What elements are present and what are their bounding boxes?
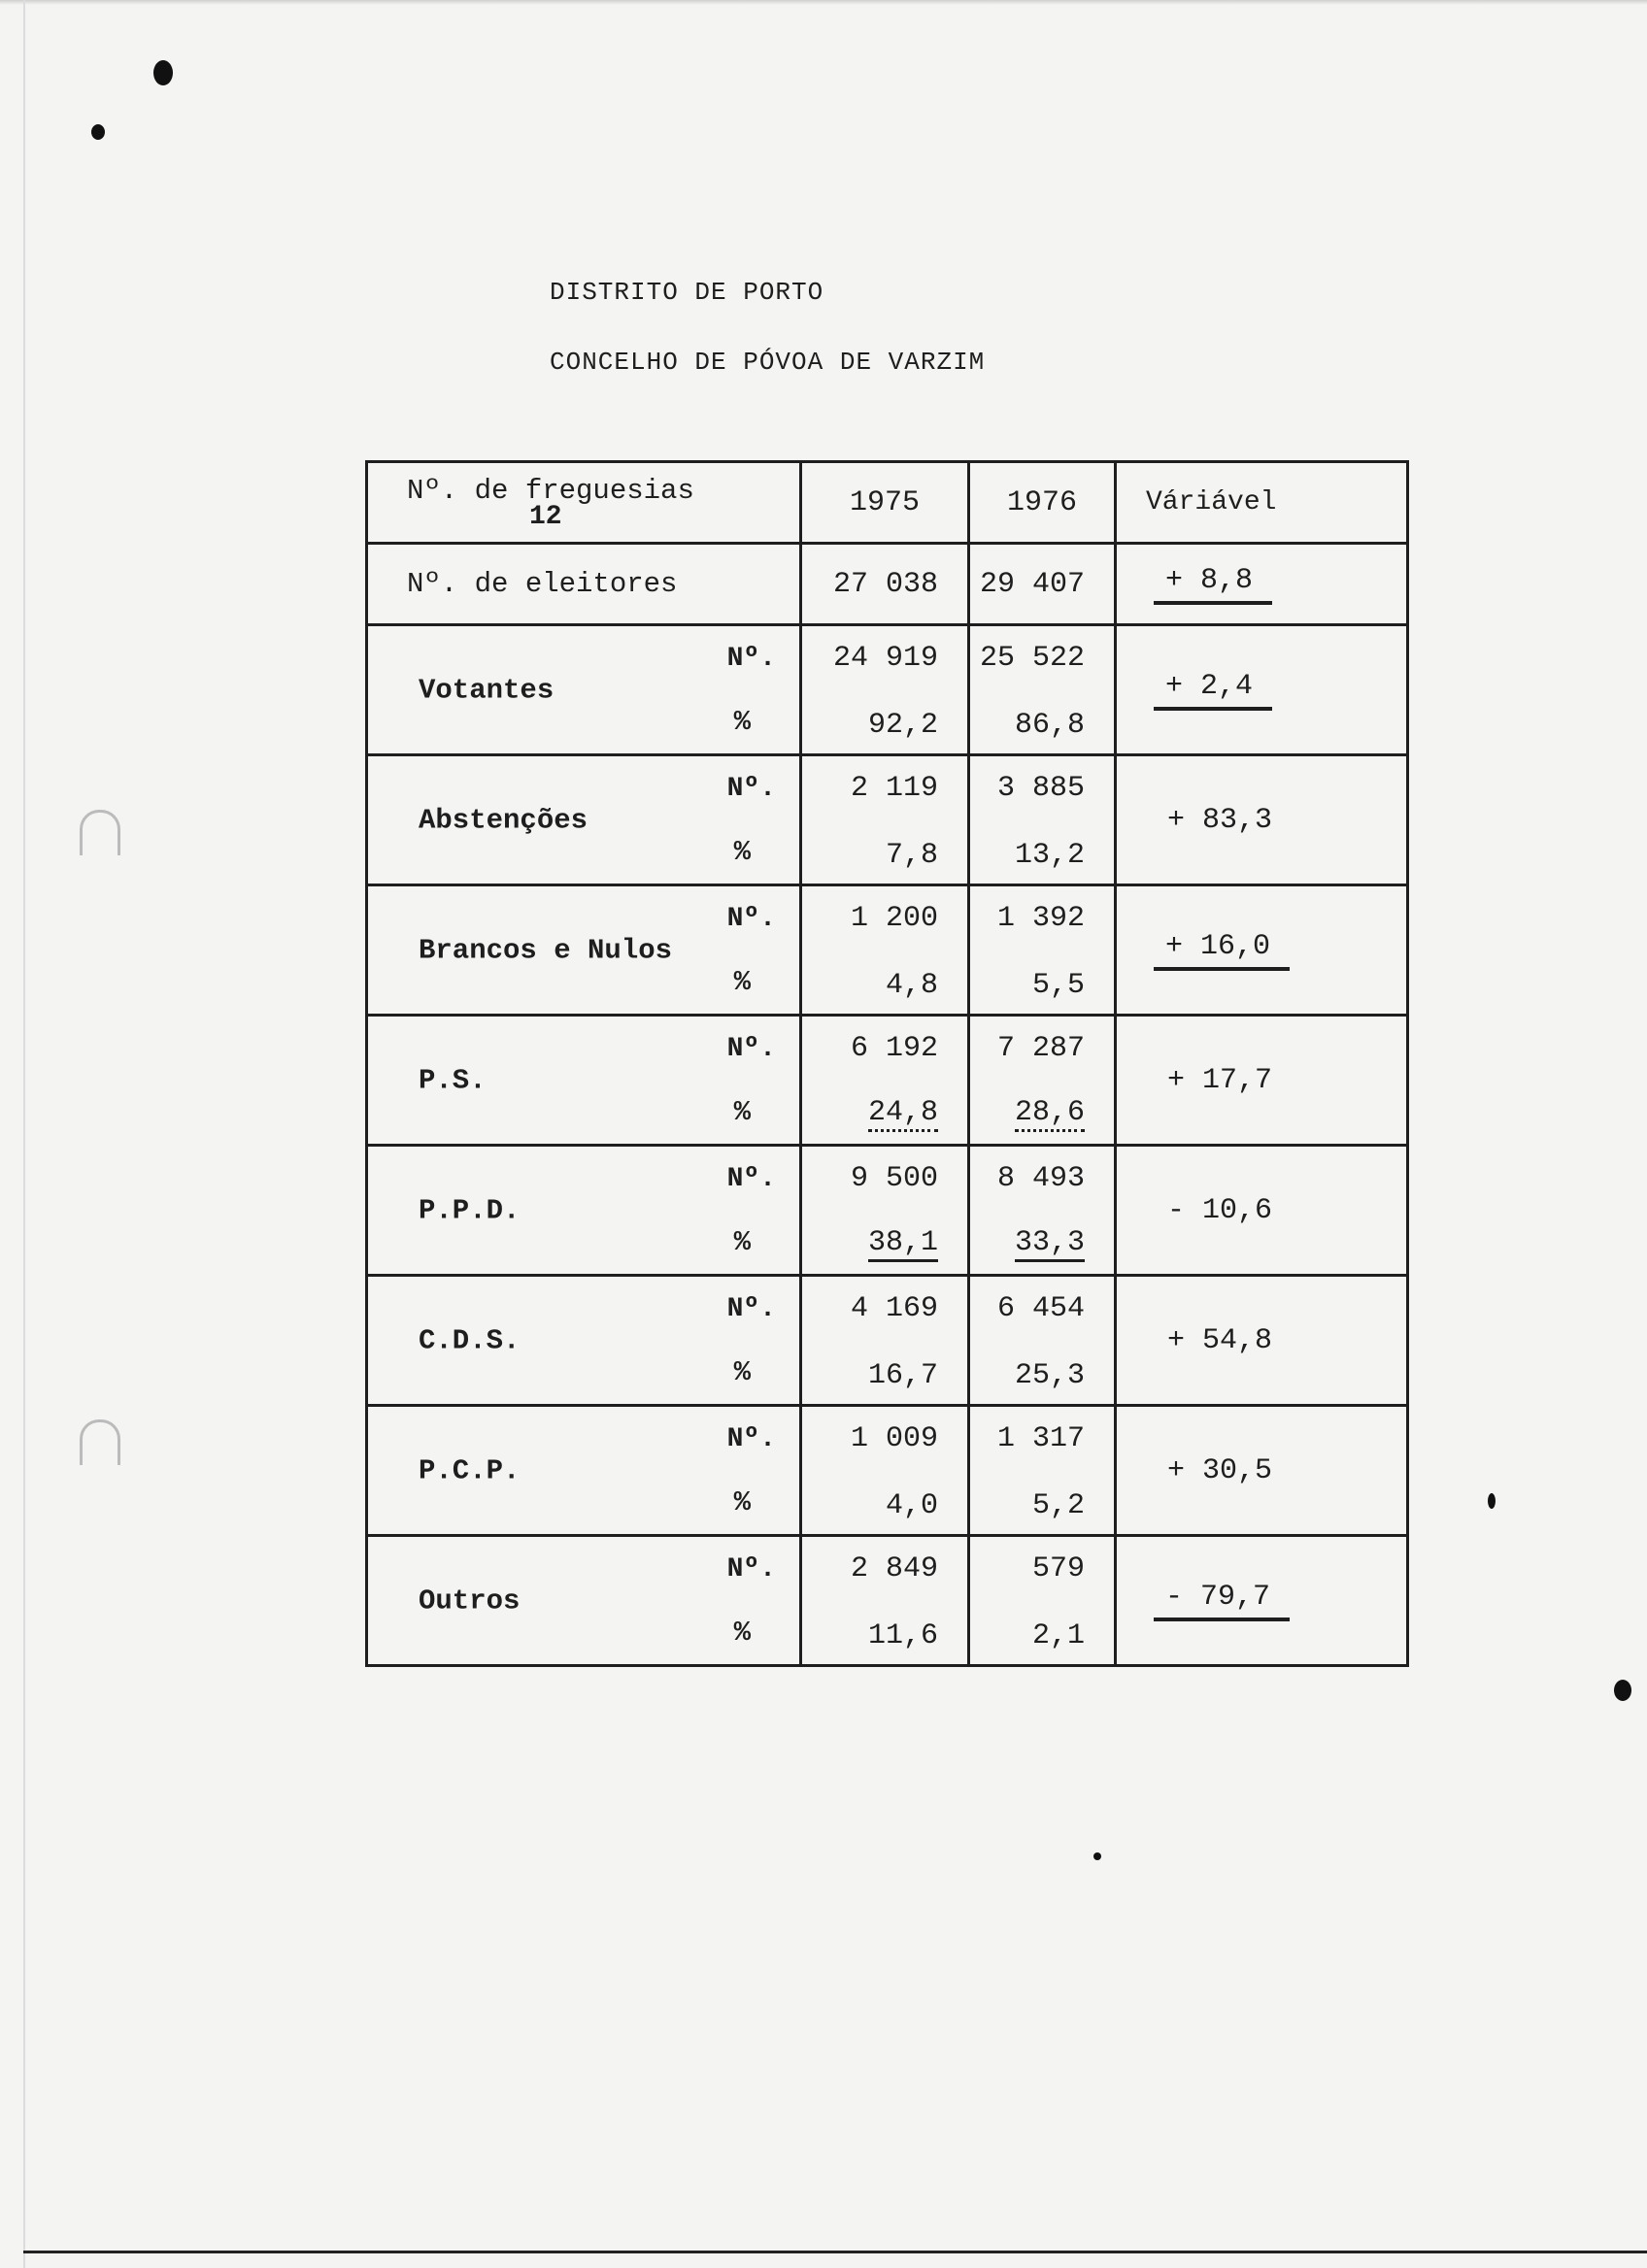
percent-1976: 5,5 — [1031, 969, 1085, 1002]
value-1975-cell — [801, 755, 969, 885]
category-cell — [367, 1536, 801, 1666]
value-1976-cell — [969, 1406, 1116, 1536]
count-1976: 3 885 — [996, 772, 1085, 805]
variation-cell — [1116, 1016, 1408, 1146]
category-cell — [367, 755, 801, 885]
percent-1976: 13,2 — [1014, 839, 1085, 872]
unit-percent-label: % — [733, 1486, 751, 1518]
percent-1975: 92,2 — [867, 709, 938, 742]
percent-1976: 28,6 — [1015, 1096, 1085, 1132]
variation-value: + 2,4 — [1154, 670, 1272, 711]
category-cell — [367, 1016, 801, 1146]
value-1975-cell — [801, 1146, 969, 1276]
count-1976: 25 522 — [979, 642, 1085, 675]
value-1975-cell — [801, 1276, 969, 1406]
variable-header: Váriável — [1116, 462, 1408, 544]
table-row — [367, 885, 1408, 1016]
unit-number-label: Nº. — [726, 1554, 776, 1584]
page-edge-top — [0, 0, 1647, 5]
variation-cell — [1116, 625, 1408, 755]
percent-1975: 11,6 — [867, 1619, 938, 1652]
page-edge-left — [23, 0, 25, 2268]
electors-row — [367, 544, 1408, 625]
ink-spot — [1614, 1680, 1631, 1701]
parishes-count: 12 — [529, 501, 562, 532]
value-1976-cell — [969, 885, 1116, 1016]
punch-hole-mark — [80, 810, 120, 855]
year-1976-header: 1976 — [969, 462, 1116, 544]
percent-1975: 4,0 — [885, 1489, 938, 1522]
unit-number-label: Nº. — [726, 1424, 776, 1454]
unit-percent-label: % — [733, 1356, 751, 1388]
punch-hole-mark — [80, 1419, 120, 1465]
category-label: P.S. — [419, 1064, 487, 1096]
count-1976: 1 392 — [996, 902, 1085, 935]
election-results-table — [365, 460, 1409, 1667]
value-1975-cell — [801, 1016, 969, 1146]
percent-1976: 5,2 — [1031, 1489, 1085, 1522]
unit-percent-label: % — [733, 836, 751, 868]
unit-number-label: Nº. — [726, 644, 776, 674]
category-label: Brancos e Nulos — [419, 934, 673, 966]
year-1975-header: 1975 — [801, 462, 969, 544]
variation-cell — [1116, 1406, 1408, 1536]
variation-cell — [1116, 1536, 1408, 1666]
value-1976-cell — [969, 625, 1116, 755]
unit-percent-label: % — [733, 1226, 751, 1258]
electors-1976: 29 407 — [969, 544, 1116, 625]
value-1975-cell — [801, 885, 969, 1016]
value-1976-cell — [969, 1276, 1116, 1406]
percent-1975: 4,8 — [885, 969, 938, 1002]
variation-cell — [1116, 755, 1408, 885]
table-row — [367, 755, 1408, 885]
count-1976: 8 493 — [996, 1162, 1085, 1195]
category-cell — [367, 885, 801, 1016]
category-label: Abstenções — [419, 804, 588, 836]
category-cell — [367, 1146, 801, 1276]
unit-number-label: Nº. — [726, 774, 776, 804]
value-1976-cell — [969, 1016, 1116, 1146]
unit-percent-label: % — [733, 706, 751, 738]
variation-value: + 54,8 — [1167, 1323, 1273, 1357]
count-1976: 1 317 — [996, 1422, 1085, 1455]
unit-percent-label: % — [733, 1617, 751, 1649]
count-1976: 6 454 — [996, 1292, 1085, 1325]
value-1976-cell — [969, 1536, 1116, 1666]
municipality-heading: CONCELHO DE PÓVOA DE VARZIM — [550, 348, 986, 377]
variation-cell — [1116, 1146, 1408, 1276]
table-row — [367, 1536, 1408, 1666]
table-row — [367, 1276, 1408, 1406]
table-row — [367, 1146, 1408, 1276]
unit-number-label: Nº. — [726, 904, 776, 934]
table-row — [367, 1406, 1408, 1536]
variation-cell — [1116, 885, 1408, 1016]
parishes-header-cell — [367, 462, 801, 544]
district-heading: DISTRITO DE PORTO — [550, 278, 824, 307]
count-1976: 7 287 — [996, 1032, 1085, 1065]
category-label: P.C.P. — [419, 1454, 521, 1486]
category-label: C.D.S. — [419, 1324, 521, 1356]
electors-1975: 27 038 — [801, 544, 969, 625]
category-cell — [367, 1406, 801, 1536]
electors-variation: + 8,8 — [1154, 564, 1272, 605]
count-1976: 579 — [1031, 1552, 1085, 1585]
variation-cell — [1116, 1276, 1408, 1406]
count-1975: 2 849 — [850, 1552, 938, 1585]
ink-spot — [91, 124, 105, 140]
category-label: Votantes — [419, 674, 555, 706]
parishes-label: Nº. de freguesias — [407, 474, 694, 507]
count-1975: 4 169 — [850, 1292, 938, 1325]
variation-value: + 17,7 — [1167, 1063, 1273, 1097]
unit-number-label: Nº. — [726, 1034, 776, 1064]
percent-1975: 7,8 — [885, 839, 938, 872]
table-header-row — [367, 462, 1408, 544]
unit-percent-label: % — [733, 1096, 751, 1128]
unit-number-label: Nº. — [726, 1164, 776, 1194]
electors-variation-cell — [1116, 544, 1408, 625]
percent-1976: 2,1 — [1031, 1619, 1085, 1652]
table-row — [367, 625, 1408, 755]
unit-number-label: Nº. — [726, 1294, 776, 1324]
variation-value: + 83,3 — [1167, 803, 1273, 837]
table-row — [367, 1016, 1408, 1146]
variation-value: - 79,7 — [1154, 1581, 1290, 1621]
count-1975: 1 009 — [850, 1422, 938, 1455]
value-1975-cell — [801, 625, 969, 755]
category-label: P.P.D. — [419, 1194, 521, 1226]
category-label: Outros — [419, 1584, 521, 1617]
value-1975-cell — [801, 1536, 969, 1666]
category-cell — [367, 1276, 801, 1406]
value-1975-cell — [801, 1406, 969, 1536]
percent-1976: 86,8 — [1014, 709, 1085, 742]
count-1975: 2 119 — [850, 772, 938, 805]
percent-1975: 38,1 — [868, 1226, 938, 1262]
variation-value: - 10,6 — [1167, 1193, 1273, 1227]
variation-value: + 30,5 — [1167, 1453, 1273, 1487]
percent-1976: 25,3 — [1014, 1359, 1085, 1392]
variation-value: + 16,0 — [1154, 930, 1290, 971]
count-1975: 6 192 — [850, 1032, 938, 1065]
unit-percent-label: % — [733, 966, 751, 998]
electors-label: Nº. de eleitores — [367, 544, 801, 625]
count-1975: 24 919 — [832, 642, 938, 675]
percent-1976: 33,3 — [1015, 1226, 1085, 1262]
category-cell — [367, 625, 801, 755]
ink-spot — [153, 60, 173, 85]
percent-1975: 24,8 — [868, 1096, 938, 1132]
ink-spot — [1488, 1493, 1496, 1509]
page-edge-bottom — [23, 2251, 1647, 2253]
count-1975: 9 500 — [850, 1162, 938, 1195]
value-1976-cell — [969, 1146, 1116, 1276]
percent-1975: 16,7 — [867, 1359, 938, 1392]
count-1975: 1 200 — [850, 902, 938, 935]
ink-spot — [1093, 1852, 1101, 1860]
value-1976-cell — [969, 755, 1116, 885]
